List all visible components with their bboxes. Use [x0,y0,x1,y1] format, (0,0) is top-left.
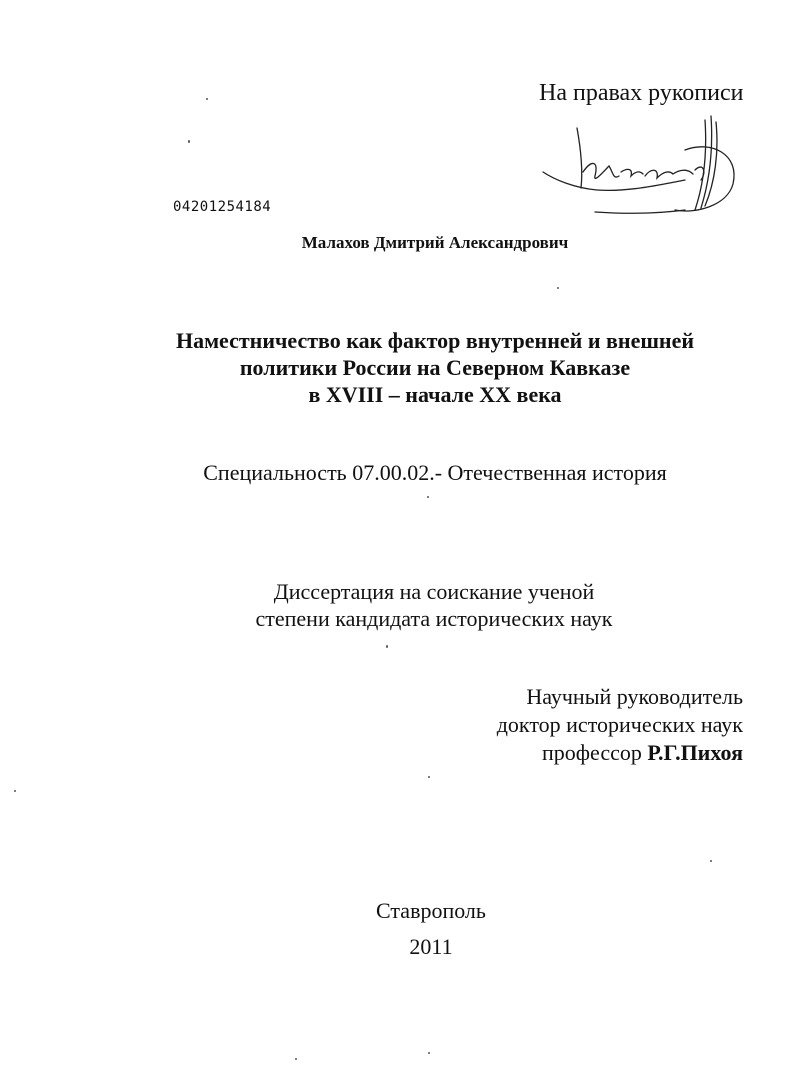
title-line: Наместничество как фактор внутренней и внешней [175,328,695,353]
supervisor-role: Научный руководитель [526,684,743,709]
scan-speck [14,790,16,792]
title-line: политики России на Северном Кавказе [239,355,631,380]
scan-speck [427,496,429,498]
dissertation-degree [0,578,797,632]
city: Ставрополь [376,898,486,923]
degree-line: степени кандидата исторических наук [255,606,613,631]
signature-image [535,110,750,225]
scan-speck [295,1058,297,1060]
specialty: Специальность 07.00.02.- Отечественная история [203,460,667,485]
document-code: 04201254184 [173,199,272,215]
supervisor-degree: доктор исторических наук [496,712,743,737]
year: 2011 [409,934,453,959]
scan-speck [428,776,430,778]
title-line: в XVIII – начале XX века [308,382,562,407]
scan-speck [557,287,559,289]
degree-line: Диссертация на соискание ученой [273,579,595,604]
author-name: Малахов Дмитрий Александрович [301,233,569,252]
supervisor-block [497,683,743,767]
supervisor-title: профессор [541,740,642,765]
dissertation-title [0,327,797,408]
supervisor-line [497,739,743,767]
scan-speck [386,645,388,648]
scan-speck [206,98,208,100]
scan-speck [428,1052,430,1054]
rights-note: На правах рукописи [539,80,744,106]
supervisor-name: Р.Г.Пихоя [647,740,743,765]
scan-speck [710,860,712,862]
scan-speck [188,140,190,143]
